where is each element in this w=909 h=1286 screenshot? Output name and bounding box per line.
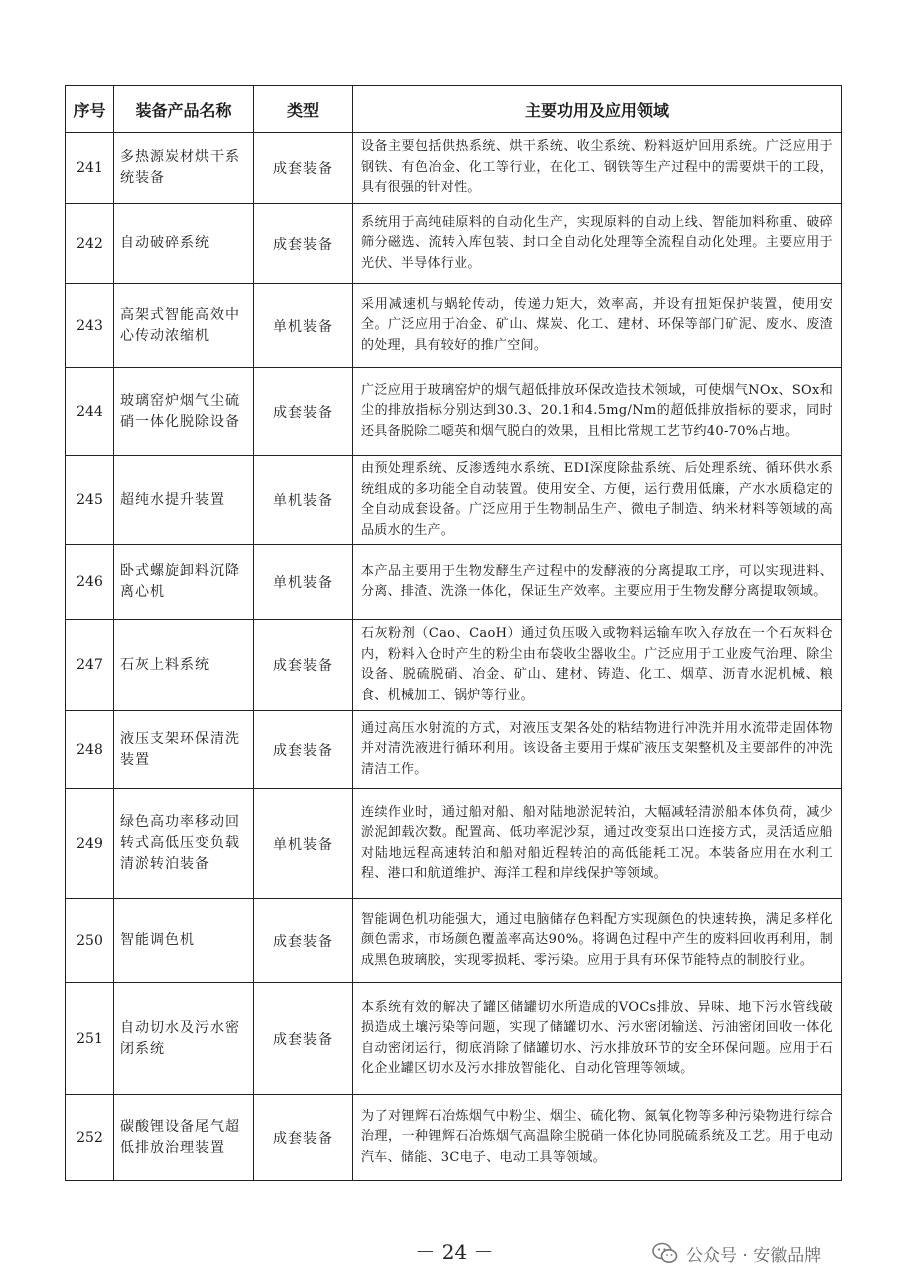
row-no: 246 [66,545,114,620]
row-name: 碳酸锂设备尾气超低排放治理装置 [114,1095,254,1181]
row-no: 251 [66,983,114,1095]
row-no: 250 [66,899,114,983]
row-name: 石灰上料系统 [114,620,254,711]
row-type: 成套装备 [254,983,353,1095]
row-desc: 石灰粉剂（Cao、CaoH）通过负压吸入或物料运输车吹入存放在一个石灰料仓内，粉料入仓时产生的粉尘由布袋收尘器收尘。广泛应用于工业废气治理、除尘设备、脱硫脱硝、冶金、矿山、建材、铸造、化工、烟草、沥青水泥机械、粮食、机械加工、锅炉等行业。 [353,620,842,711]
watermark [652,1238,821,1268]
row-no: 252 [66,1095,114,1181]
table-row [66,620,842,711]
row-name: 超纯水提升装置 [114,456,254,545]
wechat-icon [652,1242,678,1264]
row-no: 245 [66,456,114,545]
table-row [66,204,842,284]
row-type: 成套装备 [254,899,353,983]
row-name: 多热源炭材烘干系统装备 [114,133,254,204]
row-desc: 采用减速机与蜗轮传动，传递力矩大，效率高，并设有扭矩保护装置，使用安全。广泛应用于冶金、矿山、煤炭、化工、建材、环保等部门矿泥、废水、废渣的处理，具有较好的推广空间。 [353,284,842,368]
row-type: 成套装备 [254,620,353,711]
table-row [66,284,842,368]
header-desc: 主要功用及应用领域 [353,86,842,133]
row-type: 成套装备 [254,368,353,456]
row-desc: 广泛应用于玻璃窑炉的烟气超低排放环保改造技术领域，可使烟气NOx、SOx和尘的排放指标分别达到30.3、20.1和4.5mg/Nm的超低排放指标的要求，同时还具备脱除二噁英和烟气脱白的效果，且相比常规工艺节约40-70%占地。 [353,368,842,456]
row-type: 单机装备 [254,284,353,368]
table-row [66,456,842,545]
row-name: 玻璃窑炉烟气尘硫硝一体化脱除设备 [114,368,254,456]
row-type: 成套装备 [254,204,353,284]
row-no: 242 [66,204,114,284]
row-type: 单机装备 [254,789,353,899]
header-no: 序号 [66,86,114,133]
row-no: 241 [66,133,114,204]
table-row [66,899,842,983]
header-name: 装备产品名称 [114,86,254,133]
row-name: 智能调色机 [114,899,254,983]
table-row [66,133,842,204]
row-type: 成套装备 [254,1095,353,1181]
table-header-row [66,86,842,133]
row-desc: 由预处理系统、反渗透纯水系统、EDI深度除盐系统、后处理系统、循环供水系统组成的多功能全自动装置。使用安全、方便，运行费用低廉，产水水质稳定的全自动成套设备。广泛应用于生物制品生产、微电子制造、纳米材料等领域的高品质水的生产。 [353,456,842,545]
header-type: 类型 [254,86,353,133]
row-type: 单机装备 [254,545,353,620]
row-name: 高架式智能高效中心传动浓缩机 [114,284,254,368]
row-type: 成套装备 [254,133,353,204]
row-type: 成套装备 [254,711,353,789]
row-name: 自动破碎系统 [114,204,254,284]
row-name: 绿色高功率移动回转式高低压变负载清淤转泊装备 [114,789,254,899]
table-row [66,711,842,789]
row-no: 248 [66,711,114,789]
row-desc: 系统用于高纯硅原料的自动化生产，实现原料的自动上线、智能加料称重、破碎筛分磁选、流转入库包装、封口全自动化处理等全流程自动化处理。主要应用于光伏、半导体行业。 [353,204,842,284]
row-no: 247 [66,620,114,711]
row-name: 卧式螺旋卸料沉降离心机 [114,545,254,620]
table-row [66,545,842,620]
row-desc: 通过高压水射流的方式，对液压支架各处的粘结物进行冲洗并用水流带走固体物并对清洗液进行循环利用。该设备主要用于煤矿液压支架整机及主要部件的冲洗清洁工作。 [353,711,842,789]
row-desc: 本产品主要用于生物发酵生产过程中的发酵液的分离提取工序，可以实现进料、分离、排渣、洗涤一体化，保证生产效率。主要应用于生物发酵分离提取领域。 [353,545,842,620]
row-desc: 为了对锂辉石冶炼烟气中粉尘、烟尘、硫化物、氮氧化物等多种污染物进行综合治理，一种锂辉石冶炼烟气高温除尘脱硝一体化协同脱硫系统及工艺。用于电动汽车、储能、3C电子、电动工具等领域。 [353,1095,842,1181]
row-no: 244 [66,368,114,456]
page-number: － 24 － [415,1240,494,1264]
row-no: 243 [66,284,114,368]
table-row [66,368,842,456]
watermark-text: 公众号 · 安徽品牌 [686,1245,822,1266]
row-desc: 本系统有效的解决了罐区储罐切水所造成的VOCs排放、异味、地下污水管线破损造成土壤污染等问题，实现了储罐切水、污水密闭输送、污油密闭回收一体化自动密闭运行，彻底消除了储罐切水、污水排放环节的安全环保问题。应用于石化企业罐区切水及污水排放智能化、自动化管理等领域。 [353,983,842,1095]
row-desc: 设备主要包括供热系统、烘干系统、收尘系统、粉料返炉回用系统。广泛应用于钢铁、有色冶金、化工等行业，在化工、钢铁等生产过程中的需要烘干的工段，具有很强的针对性。 [353,133,842,204]
equipment-table [65,85,842,1181]
table-row [66,983,842,1095]
row-name: 液压支架环保清洗装置 [114,711,254,789]
row-desc: 智能调色机功能强大，通过电脑储存色料配方实现颜色的快速转换，满足多样化颜色需求，市场颜色覆盖率高达90%。将调色过程中产生的废料回收再利用，制成黑色玻璃胶，实现零损耗、零污染。应用于具有环保节能特点的制胶行业。 [353,899,842,983]
row-no: 249 [66,789,114,899]
table-row [66,789,842,899]
table-row [66,1095,842,1181]
row-type: 单机装备 [254,456,353,545]
row-name: 自动切水及污水密闭系统 [114,983,254,1095]
row-desc: 连续作业时，通过船对船、船对陆地淤泥转泊，大幅减轻清淤船本体负荷，减少淤泥卸载次数。配置高、低功率泥沙泵，通过改变泵出口连接方式，灵活适应船对陆地远程高速转泊和船对船近程转泊的高低能耗工况。本装备应用在水利工程、港口和航道维护、海洋工程和岸线保护等领域。 [353,789,842,899]
